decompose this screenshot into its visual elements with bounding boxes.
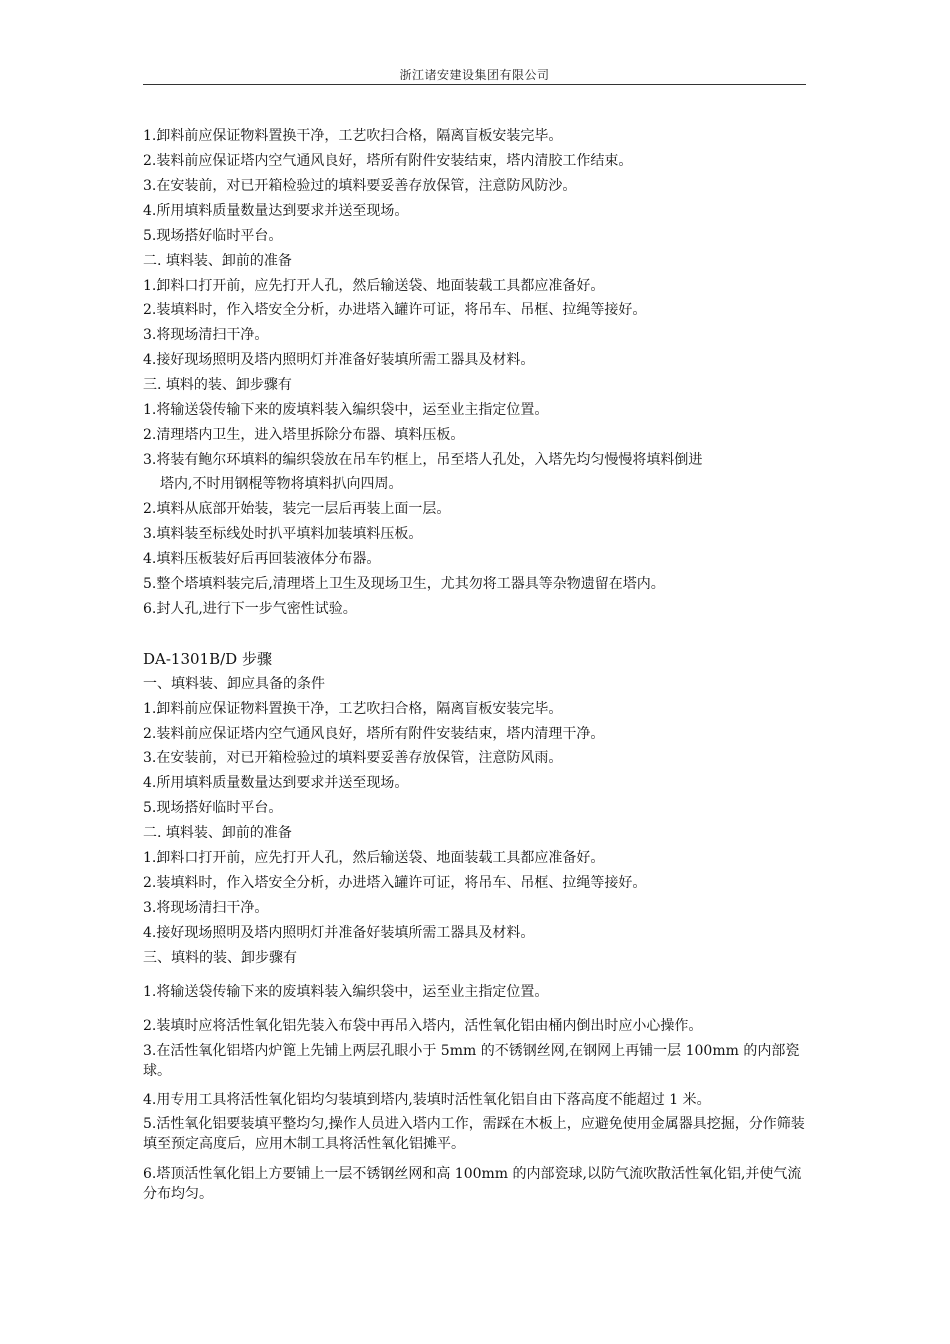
s2-prep-2: 2.装填料时，作入塔安全分析，办进塔入罐许可证，将吊车、吊框、拉绳等接好。	[143, 875, 647, 891]
s2-step-1: 1.将输送袋传输下来的废填料装入编织袋中，运至业主指定位置。	[143, 984, 549, 1000]
s2-step-6: 6.塔顶活性氧化铝上方要铺上一层不锈钢丝网和高 100mm 的内部瓷球,以防气流吹散活性氧化铝,并使气流分布均匀。	[143, 1166, 802, 1202]
s1-step-2: 2.清理塔内卫生，进入塔里拆除分布器、填料压板。	[143, 427, 465, 443]
s1-condition-4: 4.所用填料质量数量达到要求并送至现场。	[143, 203, 409, 219]
s1-step-7: 5.整个塔填料装完后,清理塔上卫生及现场卫生，尤其勿将工器具等杂物遗留在塔内。	[143, 576, 665, 592]
s2-title: DA-1301B/D 步骤	[143, 650, 272, 668]
s2-step-4: 4.用专用工具将活性氧化铝均匀装填到塔内,装填时活性氧化铝自由下落高度不能超过 1 米。	[143, 1092, 711, 1108]
s1-condition-2: 2.装料前应保证塔内空气通风良好，塔所有附件安装结束，塔内清胶工作结束。	[143, 153, 633, 169]
s1-step-8: 6.封人孔,进行下一步气密性试验。	[143, 601, 357, 617]
s2-cond-heading: 一、填料装、卸应具备的条件	[143, 676, 325, 692]
s2-condition-5: 5.现场搭好临时平台。	[143, 800, 283, 816]
s1-condition-1: 1.卸料前应保证物料置换干净，工艺吹扫合格，隔离盲板安装完毕。	[143, 128, 563, 144]
s2-prep-1: 1.卸料口打开前，应先打开人孔，然后输送袋、地面装载工具都应准备好。	[143, 850, 605, 866]
s1-prep-1: 1.卸料口打开前，应先打开人孔，然后输送袋、地面装载工具都应准备好。	[143, 278, 605, 294]
s2-condition-4: 4.所用填料质量数量达到要求并送至现场。	[143, 775, 409, 791]
s2-condition-3: 3.在安装前，对已开箱检验过的填料要妥善存放保管，注意防风雨。	[143, 750, 563, 766]
s1-step-4: 2.填料从底部开始装，装完一层后再装上面一层。	[143, 501, 451, 517]
s2-step-2: 2.装填时应将活性氧化铝先装入布袋中再吊入塔内，活性氧化铝由桶内倒出时应小心操作。	[143, 1018, 703, 1034]
s1-step-6: 4.填料压板装好后再回装液体分布器。	[143, 551, 381, 567]
s1-step-3-cont: 塔内,不时用钢棍等物将填料扒向四周。	[160, 476, 403, 492]
page-header-company: 浙江诸安建设集团有限公司	[399, 68, 550, 82]
s1-steps-heading: 三. 填料的装、卸步骤有	[143, 377, 292, 393]
s1-prep-2: 2.装填料时，作入塔安全分析，办进塔入罐许可证，将吊车、吊框、拉绳等接好。	[143, 302, 647, 318]
s1-condition-3: 3.在安装前，对已开箱检验过的填料要妥善存放保管，注意防风防沙。	[143, 178, 577, 194]
s2-steps-heading: 三、填料的装、卸步骤有	[143, 950, 297, 966]
header-divider	[143, 84, 806, 85]
s1-prep-heading: 二. 填料装、卸前的准备	[143, 253, 292, 269]
s2-prep-heading: 二. 填料装、卸前的准备	[143, 825, 292, 841]
s1-step-5: 3.填料装至标线处时扒平填料加装填料压板。	[143, 526, 423, 542]
s1-step-3: 3.将装有鲍尔环填料的编织袋放在吊车钓框上，吊至塔人孔处，入塔先均匀慢慢将填料倒进	[143, 452, 703, 468]
s1-prep-3: 3.将现场清扫干净。	[143, 327, 269, 343]
s1-condition-5: 5.现场搭好临时平台。	[143, 228, 283, 244]
s2-condition-2: 2.装料前应保证塔内空气通风良好，塔所有附件安装结束，塔内清理干净。	[143, 726, 605, 742]
s2-prep-3: 3.将现场清扫干净。	[143, 900, 269, 916]
s2-prep-4: 4.接好现场照明及塔内照明灯并准备好装填所需工器具及材料。	[143, 925, 535, 941]
s2-step-3: 3.在活性氧化铝塔内炉篦上先铺上两层孔眼小于 5mm 的不锈钢丝网,在钢网上再铺一层 100mm 的内部瓷球。	[143, 1043, 800, 1079]
s2-condition-1: 1.卸料前应保证物料置换干净，工艺吹扫合格，隔离盲板安装完毕。	[143, 701, 563, 717]
s1-prep-4: 4.接好现场照明及塔内照明灯并准备好装填所需工器具及材料。	[143, 352, 535, 368]
s1-step-1: 1.将输送袋传输下来的废填料装入编织袋中，运至业主指定位置。	[143, 402, 549, 418]
s2-step-5: 5.活性氧化铝要装填平整均匀,操作人员进入塔内工作，需踩在木板上，应避免使用金属器具挖掘，分作筛装填至预定高度后，应用木制工具将活性氧化铝摊平。	[143, 1116, 805, 1152]
